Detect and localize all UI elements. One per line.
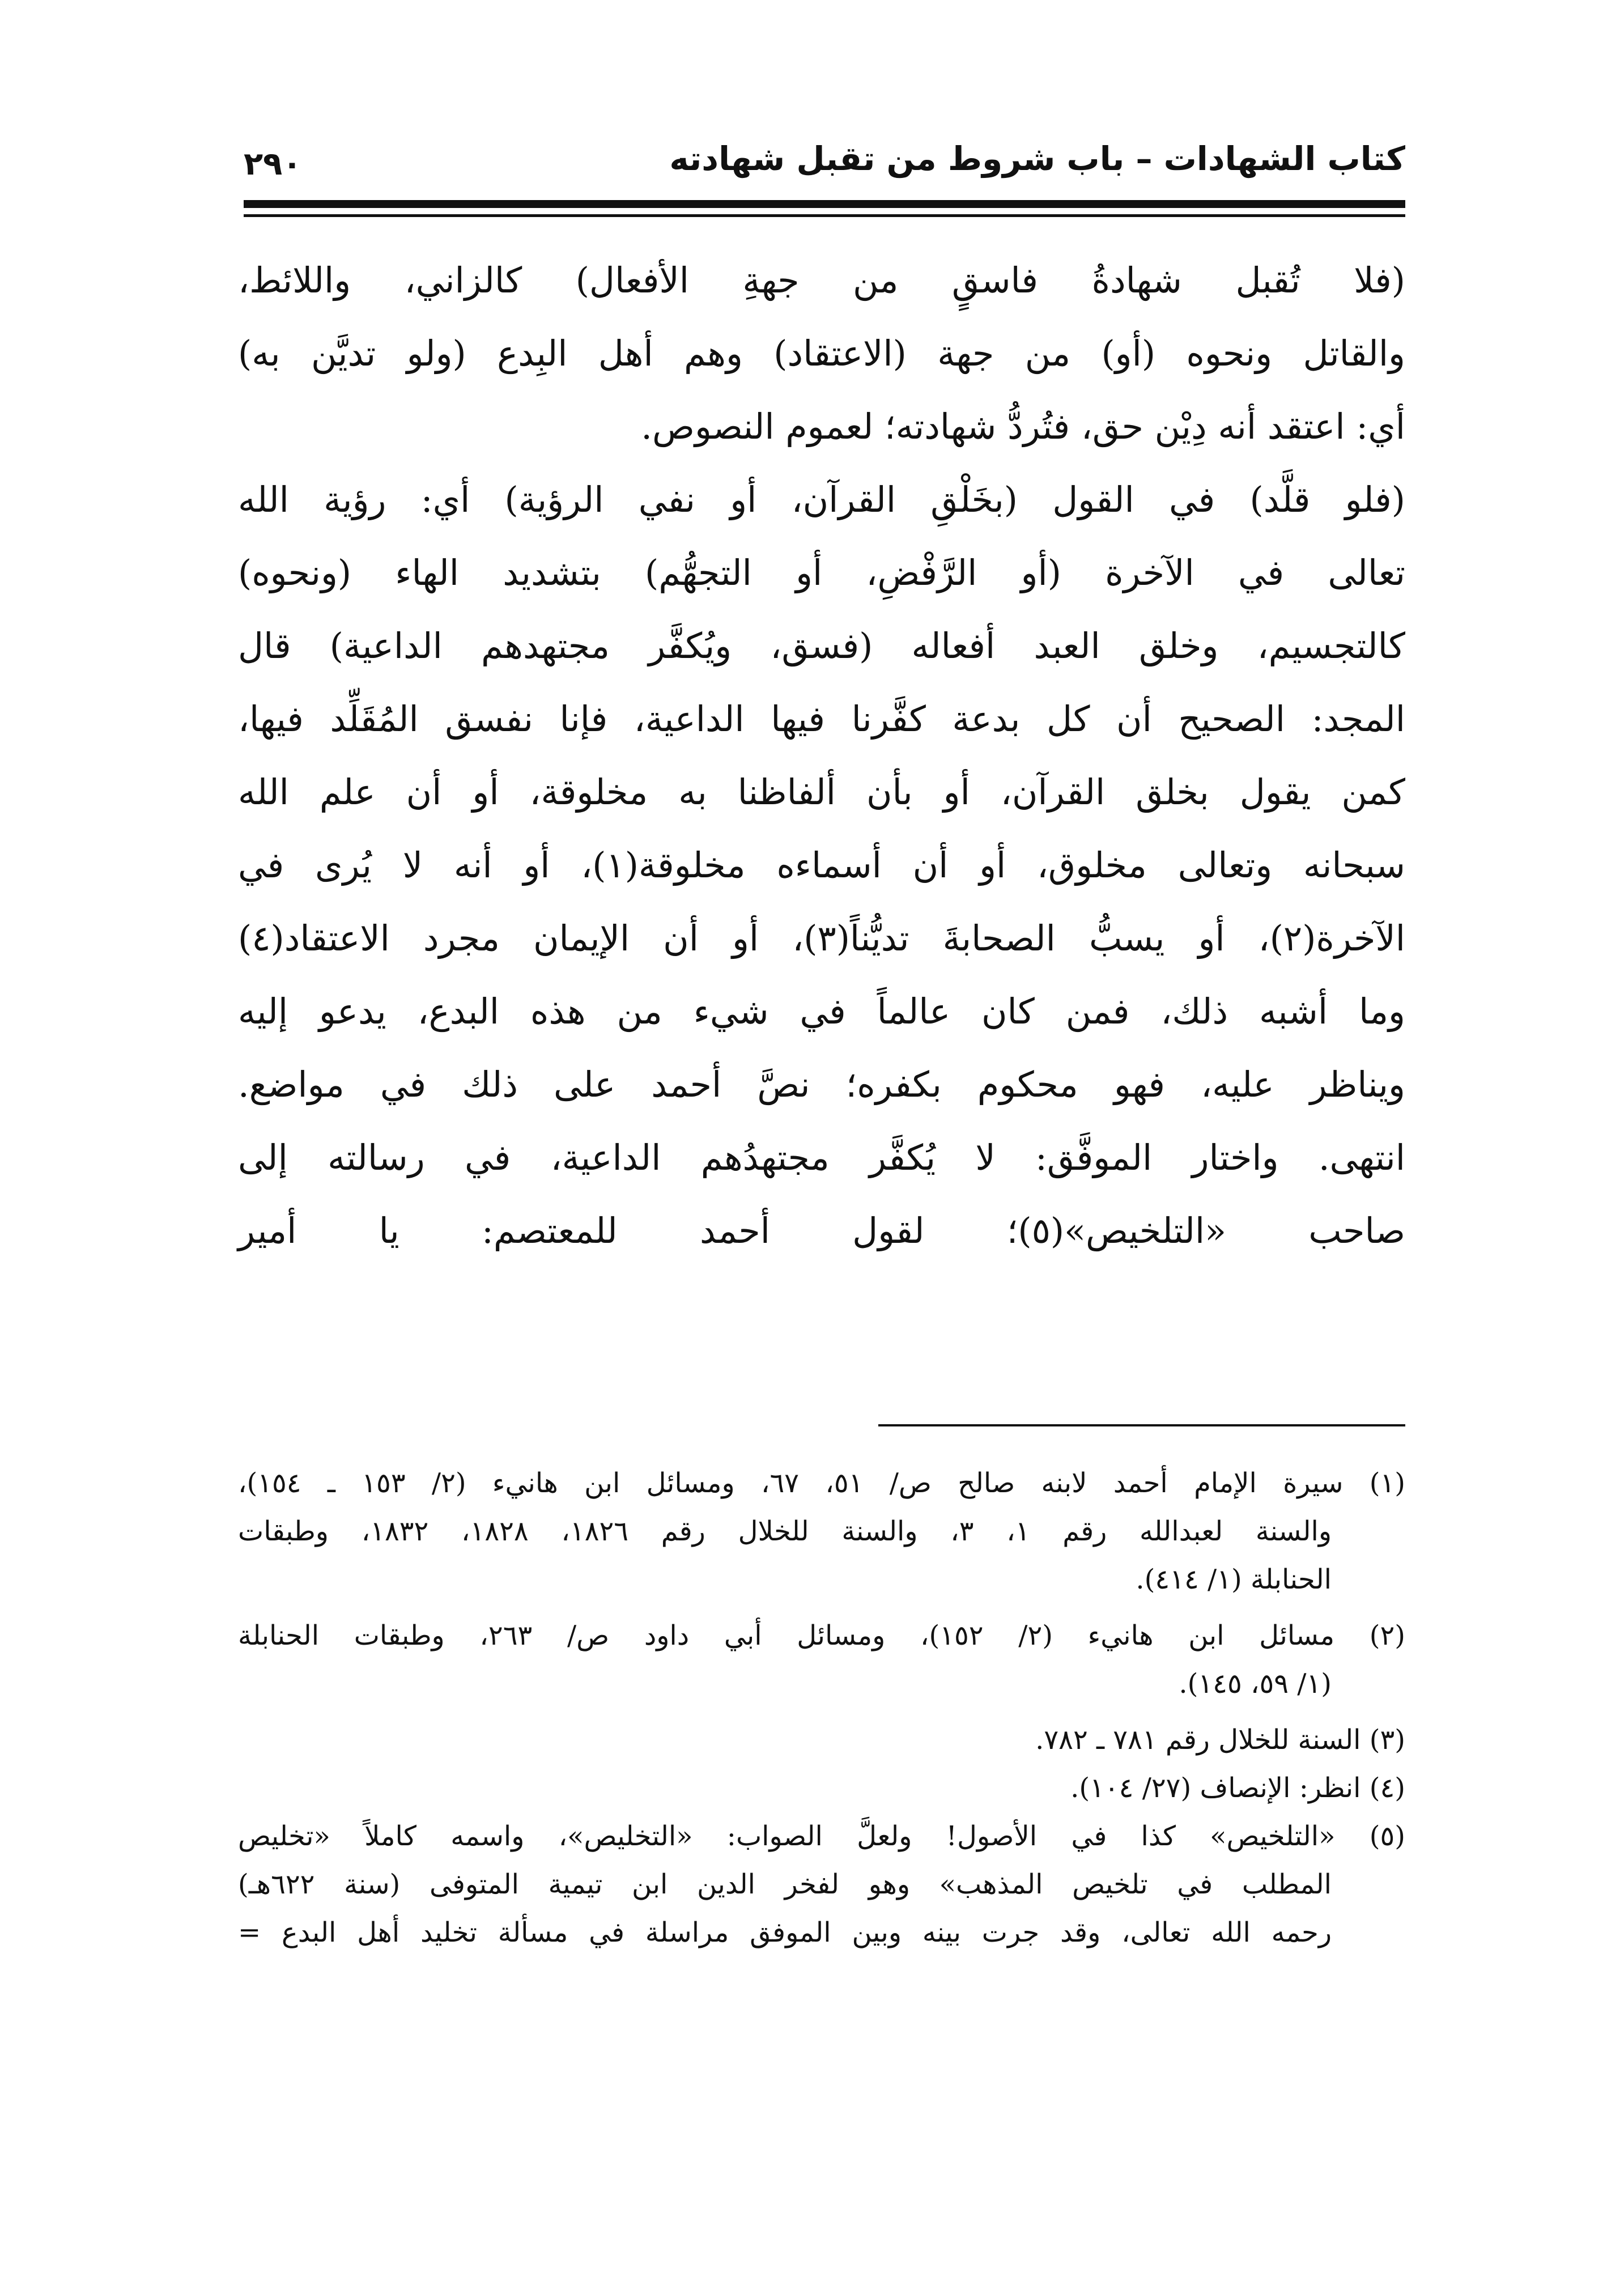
text-line: (فلو قلَّد) في القول (بخَلْقِ القرآن، أو نفي الرؤية) أي: رؤية الله (238, 479, 1405, 520)
footnote-line: (١/ ٥٩، ١٤٥). (1179, 1668, 1332, 1700)
text-line: (فلا تُقبل شهادةُ فاسقٍ من جهةِ الأفعال) كالزاني، واللائط، (238, 260, 1405, 301)
text-line: كالتجسيم، وخلق العبد أفعاله (فسق، ويُكفَّر مجتهدهم الداعية) قال (238, 625, 1405, 666)
footnote-line: (٥) «التلخيص» كذا في الأصول! ولعلَّ الصواب: «التخليص»، واسمه كاملاً «تخليص (238, 1820, 1405, 1852)
footnote-line: (٤) انظر: الإنصاف (٢٧/ ١٠٤). (1070, 1772, 1405, 1804)
text-line: الآخرة(٢)، أو يسبُّ الصحابةَ تديُّناً(٣)، أو أن الإيمان مجرد الاعتقاد(٤) (238, 918, 1405, 959)
main-text (238, 244, 1405, 1267)
text-line: تعالى في الآخرة (أو الرَّفْضِ، أو التجهُّم) بتشديد الهاء (ونحوه) (238, 552, 1405, 593)
text-line: وما أشبه ذلك، فمن كان عالماً في شيء من هذه البدع، يدعو إليه (238, 991, 1405, 1032)
footnote-line: المطلب في تلخيص المذهب» وهو لفخر الدين ابن تيمية المتوفى (سنة ٦٢٢هـ) (238, 1869, 1332, 1900)
text-line: والقاتل ونحوه (أو) من جهة (الاعتقاد) وهم أهل البِدع (ولو تديَّن به) (238, 333, 1405, 374)
text-line: المجد: الصحيح أن كل بدعة كفَّرنا فيها الداعية، فإنا نفسق المُقَلِّد فيها، (238, 698, 1405, 740)
text-line: صاحب «التلخيص»(٥)؛ لقول أحمد للمعتصم: يا أمير (238, 1210, 1405, 1251)
text-line: كمن يقول بخلق القرآن، أو بأن ألفاظنا به مخلوقة، أو أن علم الله (238, 771, 1405, 813)
text-line: أي: اعتقد أنه دِيْن حق، فتُردُّ شهادته؛ لعموم النصوص. (641, 406, 1405, 447)
text-line: ويناظر عليه، فهو محكوم بكفره؛ نصَّ أحمد على ذلك في مواضع. (238, 1064, 1405, 1105)
page-header (244, 130, 1405, 187)
footnote-line: الحنابلة (١/ ٤١٤). (1136, 1564, 1332, 1595)
text-line: انتهى. واختار الموفَّق: لا يُكفَّر مجتهدُهم الداعية، في رسالته إلى (238, 1137, 1405, 1178)
page-number: ٢٩٠ (244, 146, 302, 182)
footnote-line: (٢) مسائل ابن هانيء (٢/ ١٥٢)، ومسائل أبي داود ص/ ٢٦٣، وطبقات الحنابلة (238, 1620, 1405, 1651)
header-rule-thick (244, 200, 1405, 208)
footnotes (238, 1459, 1405, 1957)
running-title: كتاب الشهادات – باب شروط من تقبل شهادته (669, 139, 1405, 178)
footnote-line: (٣) السنة للخلال رقم ٧٨١ ـ ٧٨٢. (1035, 1724, 1405, 1756)
header-rule-thin (244, 214, 1405, 217)
footnote-line: (١) سيرة الإمام أحمد لابنه صالح ص/ ٥١، ٦٧، ومسائل ابن هانيء (٢/ ١٥٣ ـ ١٥٤)، (238, 1467, 1406, 1499)
footnote-line: رحمه الله تعالى، وقد جرت بينه وبين الموفق مراسلة في مسألة تخليد أهل البدع = (238, 1917, 1332, 1948)
footnote-separator (878, 1424, 1405, 1426)
text-line: سبحانه وتعالى مخلوق، أو أن أسماءه مخلوقة(١)، أو أنه لا يُرى في (238, 844, 1405, 886)
footnote-line: والسنة لعبدالله رقم ١، ٣، والسنة للخلال رقم ١٨٢٦، ١٨٢٨، ١٨٣٢، وطبقات (238, 1515, 1332, 1547)
